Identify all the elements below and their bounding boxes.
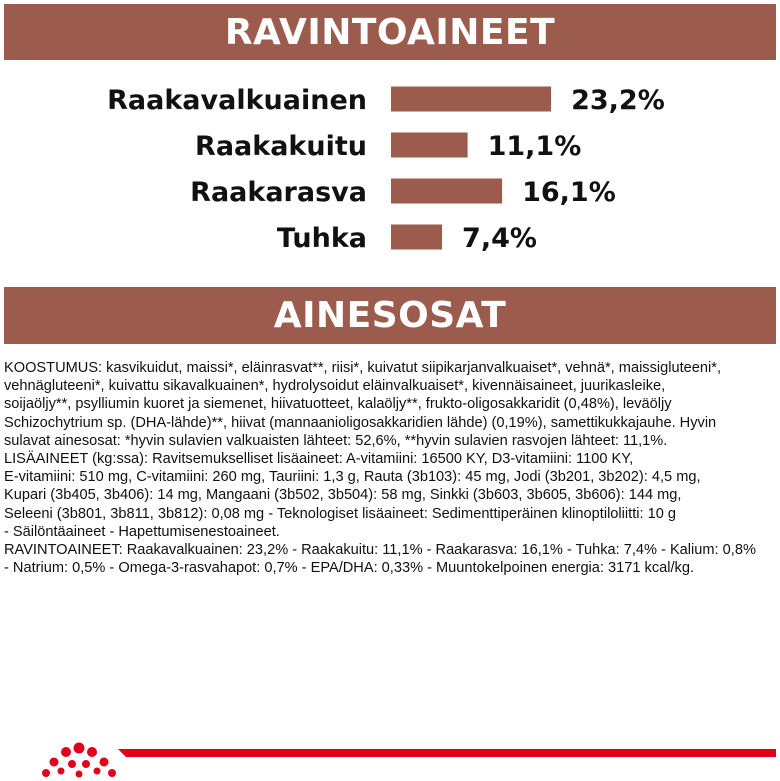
category-label: Raakakuitu	[195, 131, 367, 162]
category-label: Raakavalkuainen	[107, 85, 367, 116]
nutrient-bar-chart	[0, 70, 780, 270]
bar	[391, 179, 502, 204]
category-label: Raakarasva	[190, 177, 367, 208]
nutrients-header: RAVINTOAINEET	[4, 4, 776, 60]
value-label: 11,1%	[487, 131, 582, 162]
value-label: 16,1%	[522, 177, 616, 208]
ingredients-header: AINESOSAT	[4, 287, 776, 344]
composition-text: KOOSTUMUS: kasvikuidut, maissi*, eläinrasvat**, riisi*, kuivatut siipikarjanvalkuaiset*, vehnä*, maissigluteeni*, vehnägluteeni*, kuivattu sikavalkuainen*, hydrolysoidut eläinvalkuaiset*, kivennäisaineet, juurikasleike, soijaöljy**, psylliumin kuoret ja siemenet, hiivatuotteet, kalaöljy**, frukto-oligosakkaridit (0,48%), leväöljy Schizochytrium sp. (DHA-lähde)**, hiivat (mannaanioligosakkaridien lähde) (0,19%), samettikukkajauhe. Hyvin sulavat ainesosat: *hyvin sulavien valkuaisten lähteet: 52,6%, **hyvin sulavien rasvojen lähteet: 11,1%. LISÄAINEET (kg:ssa): Ravitsemukselliset lisäaineet: A-vitamiini: 16500 KY, D3-vitamiini: 1100 KY, E-vitamiini: 510 mg, C-vitamiini: 260 mg, Tauriini: 1,3 g, Rauta (3b103): 45 mg, Jodi (3b201, 3b202): 4,5 mg, Kupari (3b405, 3b406): 14 mg, Mangaani (3b502, 3b504): 58 mg, Sinkki (3b603, 3b605, 3b606): 144 mg, Seleeni (3b801, 3b811, 3b812): 0,08 mg - Teknologiset lisäaineet: Sedimenttiperäinen klinoptiloliitti: 10 g - Säilöntäaineet - Hapettumisenestoaineet. RAVINTOAINEET: Raakavalkuainen: 23,2% - Raakakuitu: 11,1% - Raakarasva: 16,1% - Tuhka: 7,4% - Kalium: 0,8% - Natrium: 0,5% - Omega-3-rasvahapot: 0,7% - EPA/DHA: 0,33% - Muuntokelpoinen energia: 3171 kcal/kg.	[4, 360, 756, 577]
bar	[391, 87, 551, 112]
value-label: 23,2%	[571, 85, 665, 116]
category-label: Tuhka	[276, 223, 367, 254]
bar	[391, 133, 468, 158]
bar	[391, 225, 442, 250]
crown-logo-icon	[36, 733, 122, 781]
value-label: 7,4%	[462, 223, 537, 254]
